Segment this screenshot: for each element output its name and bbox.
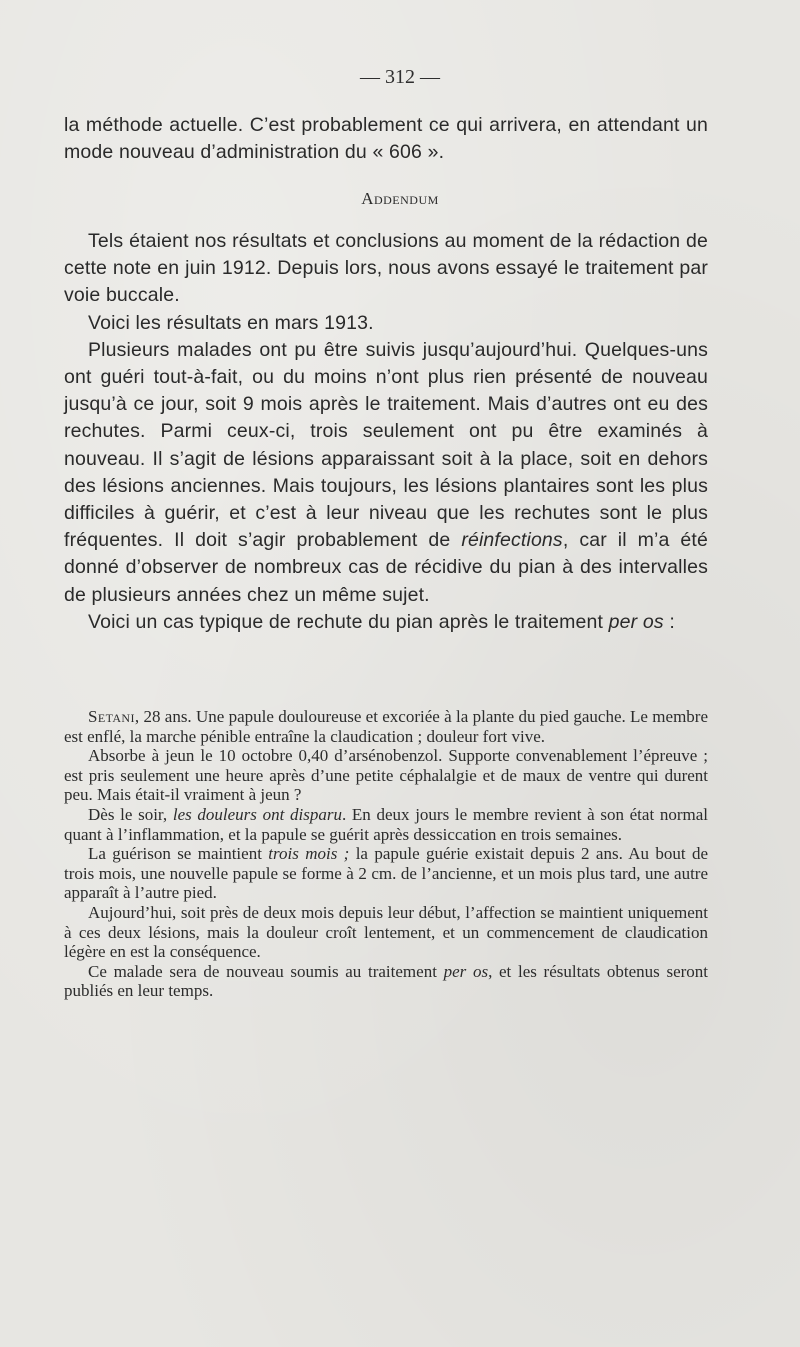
case-paragraph-6 [64, 962, 708, 1001]
text-span: Voici un cas typique de rechute du pian après le traitement [88, 610, 609, 633]
text-span: Ce malade sera de nouveau soumis au traitement [88, 961, 444, 981]
intro-block [64, 112, 708, 166]
text-span: , et les résultats obtenus seront publiés en leur temps. [64, 961, 708, 1001]
addendum-paragraph-2: Voici les résultats en mars 1913. [88, 311, 374, 334]
patient-name: Setani [88, 707, 135, 726]
italic-text: trois mois ; [268, 844, 350, 864]
case-report-block [64, 707, 708, 1001]
italic-text: réinfections [461, 529, 563, 552]
italic-text: per os [608, 610, 664, 633]
addendum-paragraph-1: Tels étaient nos résultats et conclusions au moment de la rédaction de cette note en juin 1912. Depuis lors, nous avons essayé le traitement par voie buccale. [64, 230, 708, 307]
text-span: , 28 ans. Une papule douloureuse et excoriée à la plante du pied gauche. Le membre est enflé, la marche pénible entraîne la claudication ; douleur fort vive. [64, 707, 708, 746]
section-heading: Addendum [361, 189, 439, 208]
text-span: : [663, 610, 675, 633]
text-span: Dès le soir, [88, 804, 173, 824]
text-span: Plusieurs malades ont pu être suivis jusqu’aujourd’hui. Quelques-uns ont guéri tout-à-fait, ou du moins n’ont plus rien présenté de nouveau jusqu’à ce jour, soit 9 mois après le traitement. Mais d’autres ont eu des rechutes. Parmi ceux-ci, trois seulement ont pu être examinés à nouveau. Il s’agit de lésions apparaissant soit à la place, soit en dehors des lésions anciennes. Mais toujours, les lésions plantaires sont les plus difficiles à guérir, et c’est à leur niveau que les rechutes sont le plus fréquentes. Il doit s’agir probablement de [64, 338, 708, 552]
case-paragraph-2: Absorbe à jeun le 10 octobre 0,40 d’arsénobenzol. Supporte convenablement l’épreuve ; est pris seulement une heure après d’une petite céphalalgie et de maux de ventre qui durent peu. Mais était-il vraiment à jeun ? [64, 746, 708, 805]
case-paragraph-5: Aujourd’hui, soit près de deux mois depuis leur début, l’affection se maintient uniquement à ces deux lésions, mais la douleur croît lentement, et un commencement de claudication légère en est la conséquence. [64, 902, 708, 962]
italic-text: les douleurs ont disparu [172, 804, 342, 824]
text-span: . En deux jours le membre revient à son état normal quant à l’inflammation, et la papule se guérit après dessiccation en trois semaines. [64, 804, 709, 844]
case-paragraph-3 [64, 805, 708, 844]
addendum-paragraph-3 [64, 337, 708, 609]
text-span: , car il m’a été donné d’observer de nombreux cas de récidive du pian à des intervalles de plusieurs années chez un même sujet. [64, 529, 708, 606]
addendum-block [64, 228, 708, 636]
italic-text: per os [443, 961, 489, 981]
page-number: — 312 — [360, 66, 440, 88]
case-paragraph-4 [64, 844, 708, 903]
addendum-paragraph-4 [64, 609, 708, 636]
case-paragraph-1 [64, 707, 708, 746]
text-span: la papule guérie existait depuis 2 ans. Au bout de trois mois, une nouvelle papule se forme à 2 cm. de l’ancienne, et un mois plus tard, une autre apparaît à l’autre pied. [64, 844, 709, 903]
text-span: La guérison se maintient [88, 844, 269, 864]
intro-paragraph: la méthode actuelle. C’est probablement ce qui arrivera, en attendant un mode nouveau d’administration du « 606 ». [64, 114, 708, 164]
